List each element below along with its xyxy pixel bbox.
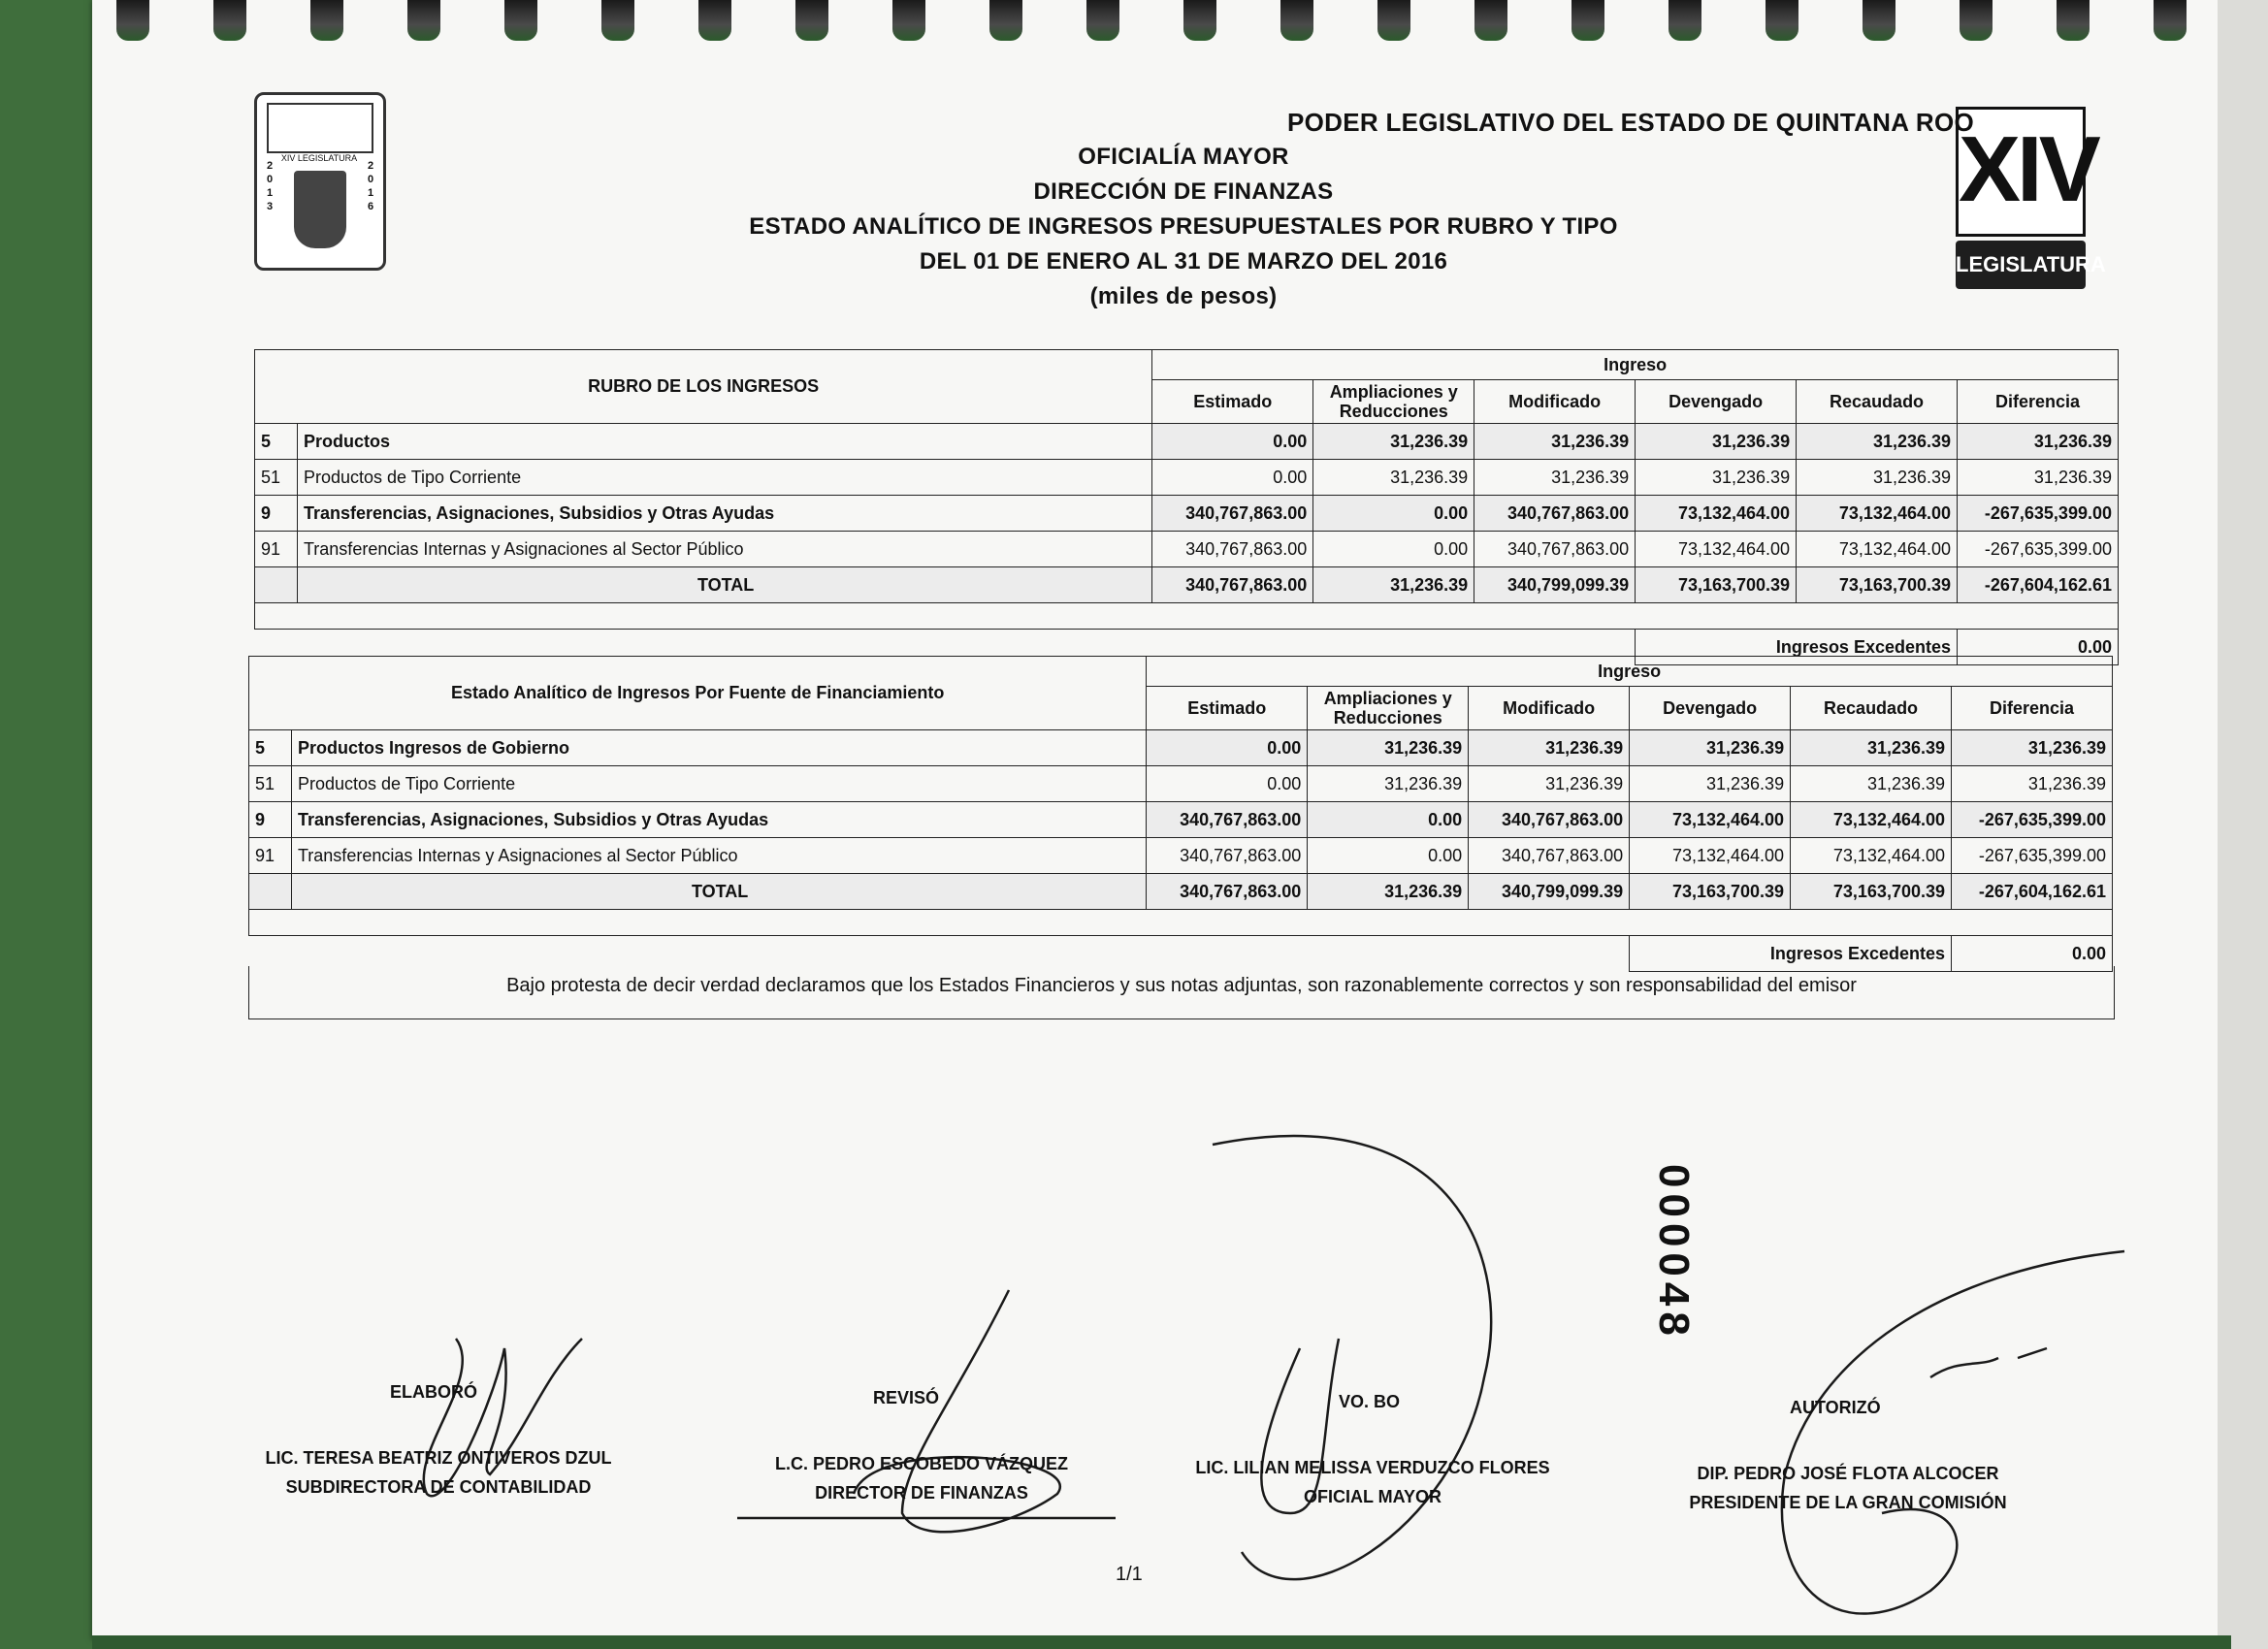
signer-name: DIP. PEDRO JOSÉ FLOTA ALCOCER: [1697, 1464, 1999, 1483]
signer-name: LIC. TERESA BEATRIZ ONTIVEROS DZUL: [265, 1448, 612, 1468]
row-value: 340,767,863.00: [1469, 838, 1630, 874]
group-header: Ingreso: [1147, 657, 2113, 687]
col-header: Recaudado: [1791, 687, 1952, 730]
excedentes-value: 0.00: [1958, 630, 2119, 665]
row-label: Productos de Tipo Corriente: [297, 460, 1151, 496]
row-value: -267,635,399.00: [1952, 838, 2113, 874]
signature-vobo: [1213, 1136, 1491, 1579]
row-value: 0.00: [1147, 730, 1308, 766]
row-label: Transferencias, Asignaciones, Subsidios y Otras Ayudas: [297, 496, 1151, 532]
col-header: Diferencia: [1952, 687, 2113, 730]
row-label: Productos: [297, 424, 1151, 460]
col-header: Estimado: [1147, 687, 1308, 730]
row-value: 73,132,464.00: [1630, 802, 1791, 838]
row-value: 73,132,464.00: [1791, 838, 1952, 874]
row-value: 31,236.39: [1797, 424, 1958, 460]
row-value: 0.00: [1308, 838, 1469, 874]
row-value: 31,236.39: [1791, 766, 1952, 802]
excedentes-label: Ingresos Excedentes: [1630, 936, 1952, 972]
row-code: 9: [255, 496, 298, 532]
header-period: DEL 01 DE ENERO AL 31 DE MARZO DEL 2016: [919, 248, 1448, 275]
row-value: 31,236.39: [1630, 766, 1791, 802]
total-value: -267,604,162.61: [1952, 874, 2113, 910]
row-value: 73,132,464.00: [1797, 496, 1958, 532]
total-value: 31,236.39: [1313, 567, 1474, 603]
logo-year-left: 2 0 1 3: [266, 160, 274, 212]
row-label: Productos de Tipo Corriente: [291, 766, 1146, 802]
row-value: 0.00: [1152, 424, 1313, 460]
total-value: 31,236.39: [1308, 874, 1469, 910]
row-code: 9: [249, 802, 292, 838]
signer-name: LIC. LILIAN MELISSA VERDUZCO FLORES: [1195, 1458, 1550, 1477]
total-value: -267,604,162.61: [1958, 567, 2119, 603]
logo-year-right: 2 0 1 6: [367, 160, 374, 212]
row-value: 31,236.39: [1308, 766, 1469, 802]
excedentes-label: Ingresos Excedentes: [1636, 630, 1958, 665]
row-value: 73,132,464.00: [1636, 496, 1797, 532]
row-value: 31,236.39: [1474, 424, 1636, 460]
row-value: 73,132,464.00: [1791, 802, 1952, 838]
row-code: 5: [255, 424, 298, 460]
row-code: 5: [249, 730, 292, 766]
col-header: Estimado: [1152, 380, 1313, 424]
row-value: -267,635,399.00: [1958, 532, 2119, 567]
total-label: TOTAL: [291, 874, 1146, 910]
row-value: 0.00: [1313, 532, 1474, 567]
signer-title: OFICIAL MAYOR: [1303, 1487, 1442, 1506]
signature-role: ELABORÓ: [390, 1382, 477, 1402]
total-value: 73,163,700.39: [1791, 874, 1952, 910]
xiv-numeral: XIV: [1956, 107, 2086, 237]
row-code: 51: [255, 460, 298, 496]
col-header: Diferencia: [1958, 380, 2119, 424]
signature-role: VO. BO: [1339, 1392, 1401, 1411]
row-label: Transferencias Internas y Asignaciones al Sector Público: [297, 532, 1151, 567]
header-institution: PODER LEGISLATIVO DEL ESTADO DE QUINTANA ROO: [1286, 108, 1974, 137]
row-value: 31,236.39: [1636, 460, 1797, 496]
header-report-title: ESTADO ANALÍTICO DE INGRESOS PRESUPUESTALES POR RUBRO Y TIPO: [749, 213, 1618, 240]
total-value: 340,767,863.00: [1147, 874, 1308, 910]
excedentes-value: 0.00: [1952, 936, 2113, 972]
signature-block-vobo: [1169, 1387, 1576, 1511]
row-value: 31,236.39: [1630, 730, 1791, 766]
col-header: Modificado: [1469, 687, 1630, 730]
signature-role: REVISÓ: [873, 1388, 940, 1407]
row-value: 340,767,863.00: [1469, 802, 1630, 838]
row-value: 31,236.39: [1636, 424, 1797, 460]
row-code: 51: [249, 766, 292, 802]
row-code: 91: [255, 532, 298, 567]
table-title: Estado Analítico de Ingresos Por Fuente de Financiamiento: [249, 657, 1147, 730]
signer-title: DIRECTOR DE FINANZAS: [815, 1483, 1028, 1503]
col-header: Recaudado: [1797, 380, 1958, 424]
group-header: Ingreso: [1152, 350, 2119, 380]
total-label: TOTAL: [297, 567, 1151, 603]
header-units: (miles de pesos): [1089, 283, 1278, 309]
row-value: 73,132,464.00: [1797, 532, 1958, 567]
row-value: 31,236.39: [1952, 730, 2113, 766]
total-value: 340,799,099.39: [1469, 874, 1630, 910]
row-value: 73,132,464.00: [1636, 532, 1797, 567]
row-value: 0.00: [1147, 766, 1308, 802]
row-value: -267,635,399.00: [1952, 802, 2113, 838]
row-value: 31,236.39: [1313, 424, 1474, 460]
row-code: 91: [249, 838, 292, 874]
row-value: 0.00: [1308, 802, 1469, 838]
row-value: 31,236.39: [1958, 424, 2119, 460]
row-value: 31,236.39: [1469, 730, 1630, 766]
row-value: 31,236.39: [1791, 730, 1952, 766]
row-label: Transferencias Internas y Asignaciones al Sector Público: [291, 838, 1146, 874]
total-value: 73,163,700.39: [1636, 567, 1797, 603]
row-value: 73,132,464.00: [1630, 838, 1791, 874]
header-direction: DIRECCIÓN DE FINANZAS: [1033, 178, 1334, 205]
folio-number: 000048: [1650, 1164, 1698, 1342]
signer-name: L.C. PEDRO ESCOBEDO VÁZQUEZ: [774, 1454, 1069, 1473]
legislatura-band: LEGISLATURA: [1956, 241, 2086, 289]
row-value: 31,236.39: [1308, 730, 1469, 766]
row-value: 31,236.39: [1469, 766, 1630, 802]
row-value: 340,767,863.00: [1147, 838, 1308, 874]
signature-block-autorizo: [1664, 1393, 2032, 1517]
row-value: -267,635,399.00: [1958, 496, 2119, 532]
header-office: OFICIALÍA MAYOR: [1078, 144, 1289, 170]
page-number: 1/1: [1116, 1564, 1143, 1585]
total-value: 73,163,700.39: [1797, 567, 1958, 603]
row-value: 31,236.39: [1474, 460, 1636, 496]
col-header: Ampliaciones y Reducciones: [1313, 380, 1474, 424]
total-value: 340,799,099.39: [1474, 567, 1636, 603]
row-value: 340,767,863.00: [1152, 496, 1313, 532]
row-value: 340,767,863.00: [1147, 802, 1308, 838]
row-value: 31,236.39: [1313, 460, 1474, 496]
col-header: Devengado: [1630, 687, 1791, 730]
total-value: 340,767,863.00: [1152, 567, 1313, 603]
row-value: 31,236.39: [1797, 460, 1958, 496]
row-label: Transferencias, Asignaciones, Subsidios y Otras Ayudas: [291, 802, 1146, 838]
signer-title: SUBDIRECTORA DE CONTABILIDAD: [285, 1477, 592, 1497]
row-value: 0.00: [1152, 460, 1313, 496]
total-value: 73,163,700.39: [1630, 874, 1791, 910]
declaration-text: Bajo protesta de decir verdad declaramos que los Estados Financieros y sus notas adjuntas, son razonablemente correctos y son responsabilidad del emisor: [248, 966, 2115, 1019]
signer-title: PRESIDENTE DE LA GRAN COMISIÓN: [1689, 1493, 2007, 1512]
row-value: 340,767,863.00: [1474, 496, 1636, 532]
row-value: 0.00: [1313, 496, 1474, 532]
signature-block-elaboro: [254, 1377, 623, 1502]
signature-block-reviso: [737, 1383, 1106, 1507]
row-value: 340,767,863.00: [1152, 532, 1313, 567]
col-header: Ampliaciones y Reducciones: [1308, 687, 1469, 730]
table-title: RUBRO DE LOS INGRESOS: [255, 350, 1152, 424]
col-header: Modificado: [1474, 380, 1636, 424]
row-value: 340,767,863.00: [1474, 532, 1636, 567]
row-value: 31,236.39: [1958, 460, 2119, 496]
logo-legislature-text: XIV LEGISLATURA: [280, 153, 358, 163]
col-header: Devengado: [1636, 380, 1797, 424]
row-value: 31,236.39: [1952, 766, 2113, 802]
row-label: Productos Ingresos de Gobierno: [291, 730, 1146, 766]
signature-role: AUTORIZÓ: [1790, 1398, 1881, 1417]
